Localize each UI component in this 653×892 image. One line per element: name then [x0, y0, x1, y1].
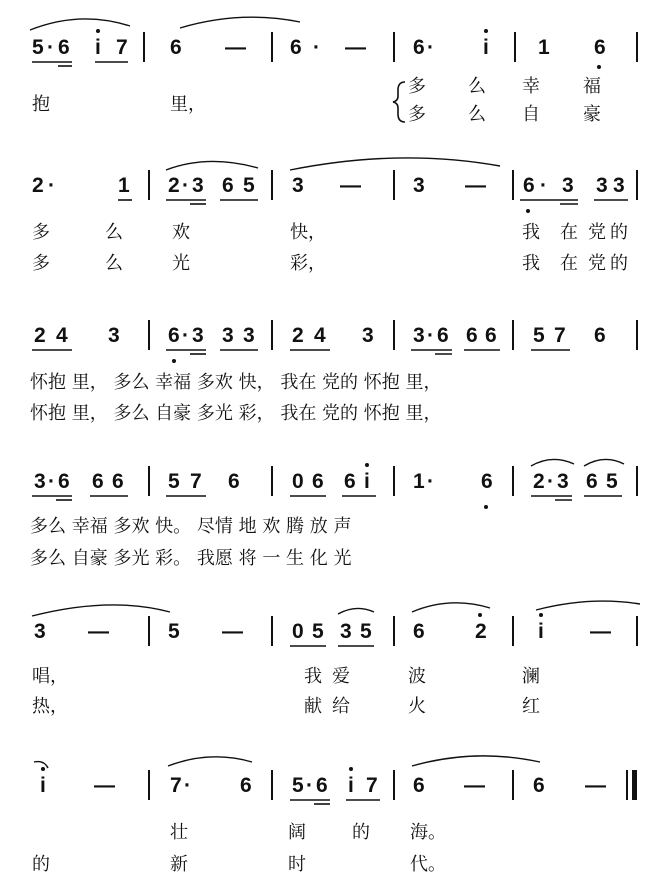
note-dot: ·	[427, 470, 434, 493]
notation-marks	[0, 0, 653, 150]
note-3: 3	[562, 174, 574, 197]
note-dot: ·	[48, 470, 55, 493]
lyric: 福	[583, 76, 601, 97]
lyric: 献	[304, 696, 322, 717]
notation-marks	[0, 748, 653, 892]
note-6: 6	[485, 324, 497, 347]
note-0: 0	[292, 620, 304, 643]
note-6: 6	[523, 174, 535, 197]
note-5: 5	[292, 774, 304, 797]
note-dash: —	[222, 620, 243, 643]
note-3: 3	[362, 324, 374, 347]
note-2: 2	[533, 470, 545, 493]
lyric: 么	[105, 222, 123, 243]
note-3: 3	[108, 324, 120, 347]
note-3: 3	[340, 620, 352, 643]
note-4: 4	[314, 324, 326, 347]
note-dash: —	[94, 774, 115, 797]
note-dot: ·	[182, 324, 189, 347]
note-7: 7	[170, 774, 182, 797]
lyric: 豪	[583, 104, 601, 125]
note-dash: —	[464, 774, 485, 797]
score-system-6	[0, 748, 653, 892]
note-3: 3	[222, 324, 234, 347]
note-dash: —	[345, 36, 366, 59]
note-3: 3	[557, 470, 569, 493]
note-dash: —	[225, 36, 246, 59]
score-system-4	[0, 450, 653, 600]
note-5: 5	[168, 470, 180, 493]
note-dot: ·	[184, 774, 191, 797]
note-3: 3	[34, 470, 46, 493]
note-5: 5	[312, 620, 324, 643]
lyric: 我	[304, 666, 322, 687]
lyric: 么	[468, 76, 486, 97]
note-6: 6	[228, 470, 240, 493]
notation-marks	[0, 598, 653, 748]
note-1: 1	[413, 470, 425, 493]
note-7: 7	[190, 470, 202, 493]
note-6: 6	[413, 620, 425, 643]
note-1: 1	[538, 36, 550, 59]
lyric: 代。	[410, 854, 446, 875]
lyric: 阔	[288, 822, 306, 843]
note-6: 6	[481, 470, 493, 493]
lyric: 在	[560, 253, 578, 274]
lyric: 多	[32, 222, 50, 243]
note-4: 4	[56, 324, 68, 347]
note-6: 6	[344, 470, 356, 493]
note-6: 6	[437, 324, 449, 347]
lyric: 新	[170, 854, 188, 875]
note-dash: —	[88, 620, 109, 643]
note-3: 3	[596, 174, 608, 197]
note-1-high: i	[348, 774, 354, 797]
note-2: 2	[32, 174, 44, 197]
note-6: 6	[312, 470, 324, 493]
note-6: 6	[168, 324, 180, 347]
note-dash: —	[590, 620, 611, 643]
note-dot: ·	[48, 174, 55, 197]
note-dash: —	[340, 174, 361, 197]
note-5: 5	[533, 324, 545, 347]
notation-marks	[0, 150, 653, 300]
note-2: 2	[168, 174, 180, 197]
lyric: 的	[32, 854, 50, 875]
lyric: 火	[408, 696, 426, 717]
note-1: 1	[118, 174, 130, 197]
note-dot: ·	[313, 36, 320, 59]
lyric: 在	[560, 222, 578, 243]
note-3: 3	[192, 174, 204, 197]
note-dot: ·	[540, 174, 547, 197]
lyric: 红	[522, 696, 540, 717]
lyric: 的	[352, 822, 370, 843]
note-6: 6	[413, 774, 425, 797]
lyric: 多	[32, 253, 50, 274]
note-6: 6	[58, 470, 70, 493]
lyric: 唱，	[32, 666, 68, 687]
note-dot: ·	[427, 36, 434, 59]
lyric: 我	[522, 253, 540, 274]
note-3: 3	[192, 324, 204, 347]
lyric: 抱	[32, 94, 50, 115]
lyric: 的	[610, 253, 628, 274]
lyric: 幸	[522, 76, 540, 97]
note-1-high: i	[95, 36, 101, 59]
lyric-line-2: 怀抱 里， 多么 自豪 多光 彩， 我在 党的 怀抱 里，	[30, 403, 442, 424]
lyric: 壮	[170, 822, 188, 843]
note-6: 6	[594, 36, 606, 59]
note-dot: ·	[182, 174, 189, 197]
note-7: 7	[116, 36, 128, 59]
note-5: 5	[168, 620, 180, 643]
note-6: 6	[222, 174, 234, 197]
note-2-high: 2	[475, 620, 487, 643]
lyric-line-2: 多么 自豪 多光 彩。 我愿 将 一 生 化 光	[30, 548, 352, 569]
lyric: 爱	[332, 666, 350, 687]
note-dash: —	[585, 774, 606, 797]
note-1-high: i	[364, 470, 370, 493]
note-6: 6	[586, 470, 598, 493]
note-1-high: i	[483, 36, 489, 59]
note-6: 6	[466, 324, 478, 347]
note-7: 7	[554, 324, 566, 347]
lyric: 党	[588, 253, 606, 274]
note-6: 6	[533, 774, 545, 797]
note-1-high: i	[538, 620, 544, 643]
lyric: 里，	[170, 94, 206, 115]
note-1-high: i	[40, 774, 46, 797]
note-6: 6	[594, 324, 606, 347]
note-6: 6	[58, 36, 70, 59]
note-2: 2	[292, 324, 304, 347]
note-dot: ·	[306, 774, 313, 797]
note-5: 5	[606, 470, 618, 493]
note-dot: ·	[547, 470, 554, 493]
lyric: 海。	[410, 822, 446, 843]
lyric: 快，	[290, 222, 326, 243]
note-6: 6	[170, 36, 182, 59]
score-system-1	[0, 0, 653, 150]
lyric: 多	[408, 76, 426, 97]
note-6: 6	[290, 36, 302, 59]
note-6: 6	[92, 470, 104, 493]
note-dot: ·	[427, 324, 434, 347]
note-5: 5	[32, 36, 44, 59]
note-6: 6	[240, 774, 252, 797]
note-6: 6	[316, 774, 328, 797]
lyric: 光	[172, 253, 190, 274]
score-system-3	[0, 300, 653, 450]
note-0: 0	[292, 470, 304, 493]
lyric-line-1: 多么 幸福 多欢 快。 尽情 地 欢 腾 放 声	[30, 516, 352, 537]
note-dot: ·	[47, 36, 54, 59]
note-3: 3	[413, 324, 425, 347]
note-dash: —	[465, 174, 486, 197]
score-system-2	[0, 150, 653, 300]
note-3: 3	[243, 324, 255, 347]
note-6: 6	[413, 36, 425, 59]
lyric: 彩，	[290, 253, 326, 274]
lyric: 党	[588, 222, 606, 243]
note-7: 7	[366, 774, 378, 797]
lyric: 么	[105, 253, 123, 274]
note-3: 3	[413, 174, 425, 197]
lyric: 给	[332, 696, 350, 717]
note-5: 5	[243, 174, 255, 197]
lyric: 多	[408, 104, 426, 125]
lyric: 我	[522, 222, 540, 243]
lyric: 时	[288, 854, 306, 875]
lyric: 热，	[32, 696, 68, 717]
lyric: 么	[468, 104, 486, 125]
note-3: 3	[34, 620, 46, 643]
lyric: 澜	[522, 666, 540, 687]
note-6: 6	[112, 470, 124, 493]
lyric: 欢	[172, 222, 190, 243]
lyric: 自	[522, 104, 540, 125]
note-3: 3	[292, 174, 304, 197]
lyric: 的	[610, 222, 628, 243]
lyric: 波	[408, 666, 426, 687]
note-5: 5	[360, 620, 372, 643]
note-2: 2	[34, 324, 46, 347]
score-system-5	[0, 598, 653, 748]
lyric-line-1: 怀抱 里， 多么 幸福 多欢 快， 我在 党的 怀抱 里，	[30, 372, 442, 393]
note-3: 3	[613, 174, 625, 197]
